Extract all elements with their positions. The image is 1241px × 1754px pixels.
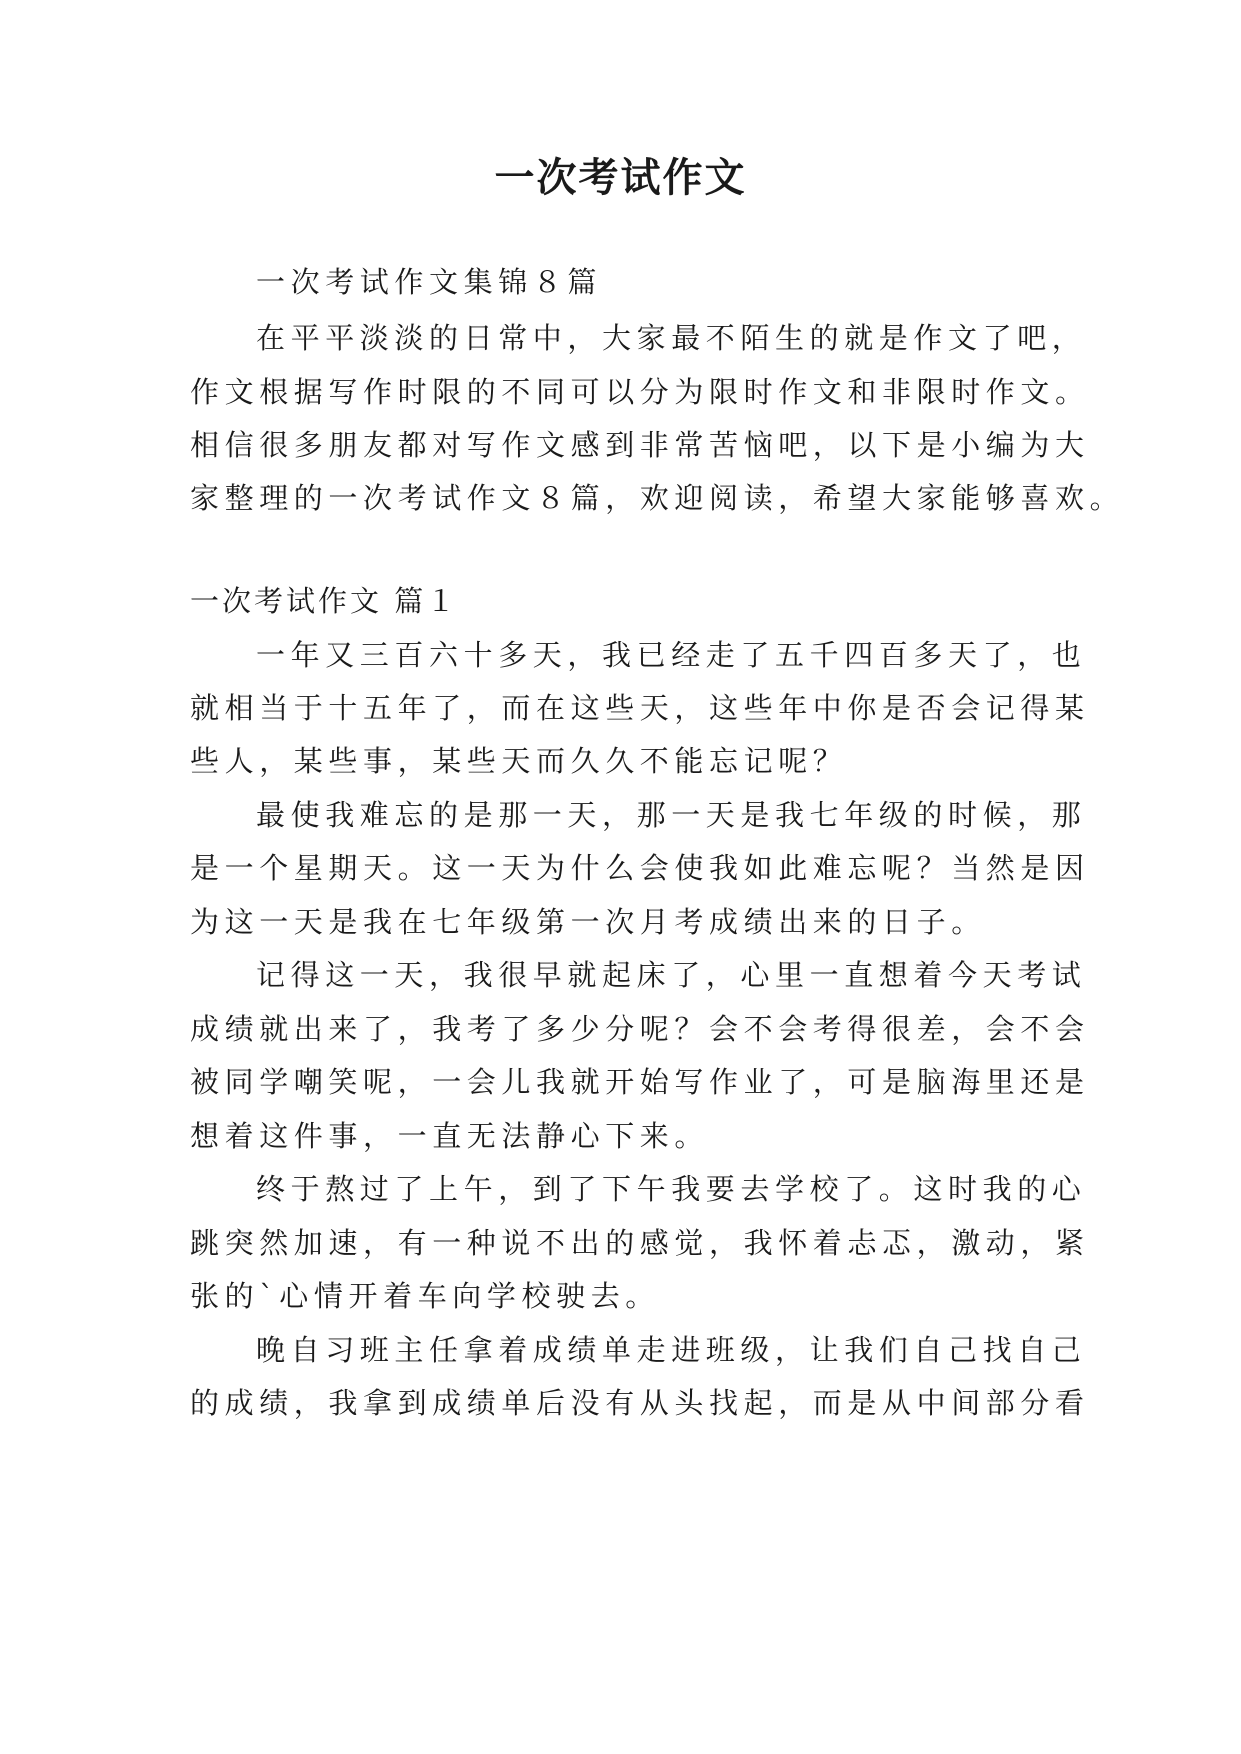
body-line: 跳突然加速，有一种说不出的感觉，我怀着忐忑，激动，紧 xyxy=(190,1226,1090,1260)
body-line: 的成绩，我拿到成绩单后没有从头找起，而是从中间部分看 xyxy=(190,1386,1090,1420)
body-line: 一年又三百六十多天，我已经走了五千四百多天了，也 xyxy=(256,638,1087,672)
intro-line: 家整理的一次考试作文８篇，欢迎阅读，希望大家能够喜欢。 xyxy=(190,481,1125,515)
document-subtitle: 一次考试作文集锦８篇 xyxy=(256,265,603,299)
body-line: 最使我难忘的是那一天，那一天是我七年级的时候，那 xyxy=(256,798,1087,832)
intro-line: 作文根据写作时限的不同可以分为限时作文和非限时作文。 xyxy=(190,375,1090,409)
body-line: 些人，某些事，某些天而久久不能忘记呢？ xyxy=(190,744,848,778)
body-line: 记得这一天，我很早就起床了，心里一直想着今天考试 xyxy=(256,958,1087,992)
intro-line: 在平平淡淡的日常中，大家最不陌生的就是作文了吧， xyxy=(256,321,1087,355)
section-heading: 一次考试作文 篇１ xyxy=(190,584,459,618)
body-line: 被同学嘲笑呢，一会儿我就开始写作业了，可是脑海里还是 xyxy=(190,1065,1090,1099)
body-line: 晚自习班主任拿着成绩单走进班级，让我们自己找自己 xyxy=(256,1333,1087,1367)
page-title: 一次考试作文 xyxy=(494,154,747,201)
body-line: 是一个星期天。这一天为什么会使我如此难忘呢？当然是因 xyxy=(190,851,1090,885)
body-line: 为这一天是我在七年级第一次月考成绩出来的日子。 xyxy=(190,905,986,939)
body-line: 终于熬过了上午，到了下午我要去学校了。这时我的心 xyxy=(256,1172,1087,1206)
body-line: 想着这件事，一直无法静心下来。 xyxy=(190,1119,710,1153)
intro-line: 相信很多朋友都对写作文感到非常苦恼吧，以下是小编为大 xyxy=(190,428,1090,462)
body-line: 张的`心情开着车向学校驶去。 xyxy=(190,1279,660,1313)
body-line: 就相当于十五年了，而在这些天，这些年中你是否会记得某 xyxy=(190,691,1090,725)
body-line: 成绩就出来了，我考了多少分呢？会不会考得很差，会不会 xyxy=(190,1012,1090,1046)
